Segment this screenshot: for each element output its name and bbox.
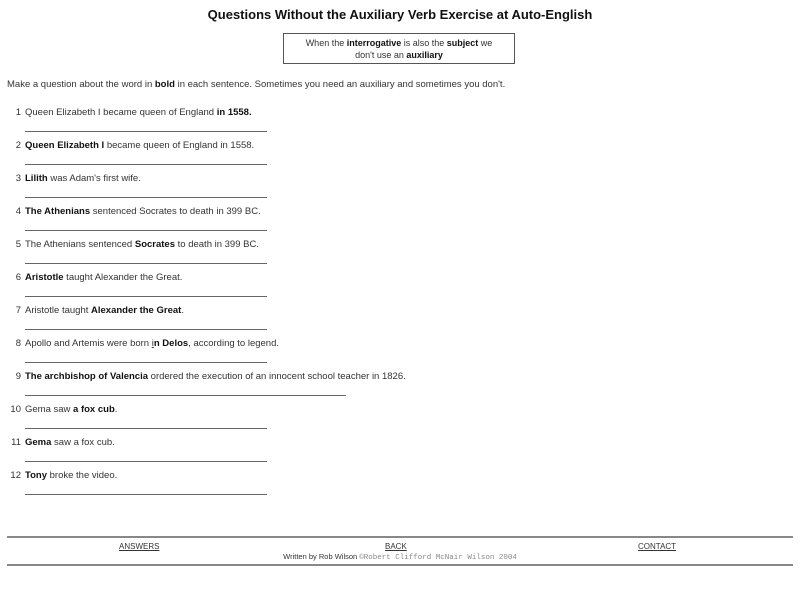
question-text-plain: broke the video. xyxy=(47,470,118,481)
answer-line[interactable] xyxy=(25,263,267,264)
question-text-bold: Gema xyxy=(25,437,52,448)
question-text-plain: . xyxy=(181,305,184,316)
question-text-bold: Socrates xyxy=(134,239,175,250)
answer-line[interactable] xyxy=(25,362,267,363)
question-text-plain: Aristotle taught xyxy=(25,305,92,316)
question-number: 4 xyxy=(15,206,21,217)
question-text-plain: taught Alexander the Great. xyxy=(63,272,183,283)
question-text-bold: The Athenians xyxy=(25,206,91,217)
credit-line xyxy=(0,552,800,562)
answer-line[interactable] xyxy=(25,428,267,429)
back-link[interactable]: BACK xyxy=(385,542,407,551)
question-number: 2 xyxy=(15,140,21,151)
question-text-bold: The archbishop of Valencia xyxy=(25,371,149,382)
question-number: 12 xyxy=(10,470,21,481)
question-text xyxy=(25,371,406,382)
instructions-bold: bold xyxy=(154,79,175,90)
question-text xyxy=(25,404,117,415)
answer-line[interactable] xyxy=(25,329,267,330)
question-text-bold: Alexander the Great xyxy=(91,305,182,316)
footer-top-rule xyxy=(7,536,793,538)
note-bold: auxiliary xyxy=(406,50,443,60)
answer-line[interactable] xyxy=(25,131,267,132)
question-number: 9 xyxy=(15,371,21,382)
note-text: When the xyxy=(305,38,347,48)
answer-line[interactable] xyxy=(25,395,346,396)
question-number: 3 xyxy=(15,173,21,184)
question-number: 6 xyxy=(15,272,21,283)
question-text-underlined: i xyxy=(151,338,154,349)
question-text xyxy=(25,470,117,481)
question-text-bold: Queen Elizabeth I xyxy=(25,140,105,151)
author-text: Written by Rob Wilson xyxy=(283,552,360,561)
question-text-plain: saw a fox cub. xyxy=(51,437,115,448)
question-number: 7 xyxy=(15,305,21,316)
question-text-bold: n Delos xyxy=(153,338,189,349)
instructions-text: Make a question about the word in xyxy=(7,79,155,90)
contact-link[interactable]: CONTACT xyxy=(638,542,677,551)
note-text: we xyxy=(478,38,493,48)
instructions-text: in each sentence. Sometimes you need an auxiliary and sometimes you don't. xyxy=(174,79,506,90)
answer-line[interactable] xyxy=(25,461,267,462)
note-bold: subject xyxy=(446,38,479,48)
note-text: don't use an xyxy=(355,50,407,60)
question-text-plain: ordered the execution of an innocent school teacher in 1826. xyxy=(148,371,406,382)
question-number: 10 xyxy=(10,404,21,415)
question-text-plain: Apollo and Artemis were born xyxy=(25,338,152,349)
answer-line[interactable] xyxy=(25,494,267,495)
question-text xyxy=(25,239,259,250)
question-text xyxy=(25,437,115,448)
page-title: Questions Without the Auxiliary Verb Exercise at Auto-English xyxy=(207,7,593,22)
question-text-plain: was Adam's first wife. xyxy=(47,173,141,184)
question-text-plain: to death in 399 BC. xyxy=(175,239,259,250)
question-text xyxy=(25,305,184,316)
question-text xyxy=(25,140,254,151)
question-number: 5 xyxy=(15,239,21,250)
question-text xyxy=(25,338,279,349)
note-bold: interrogative xyxy=(346,38,402,48)
question-text xyxy=(25,272,182,283)
question-number: 1 xyxy=(15,107,21,118)
question-text-plain: Queen Elizabeth I became queen of England xyxy=(25,107,217,118)
answer-line[interactable] xyxy=(25,197,267,198)
answer-line[interactable] xyxy=(25,230,267,231)
footer-bottom-rule xyxy=(7,564,793,566)
question-text-bold: in 1558. xyxy=(216,107,252,118)
answer-line[interactable] xyxy=(25,164,267,165)
question-text-bold: Tony xyxy=(25,470,47,481)
answers-link[interactable]: ANSWERS xyxy=(119,542,160,551)
question-text-plain: , according to legend. xyxy=(188,338,280,349)
question-text-bold: Lilith xyxy=(25,173,48,184)
copyright-text: ©Robert Clifford McNair Wilson 2004 xyxy=(359,554,517,562)
question-text-plain: The Athenians sentenced xyxy=(25,239,135,250)
question-text-bold: Aristotle xyxy=(25,272,64,283)
answer-line[interactable] xyxy=(25,296,267,297)
question-text xyxy=(25,206,261,217)
question-number: 11 xyxy=(11,437,21,448)
question-text-plain: sentenced Socrates to death in 399 BC. xyxy=(90,206,261,217)
question-number: 8 xyxy=(15,338,21,349)
question-text-plain: . xyxy=(114,404,118,415)
note-text: is also the xyxy=(401,38,447,48)
note-box xyxy=(283,33,515,64)
question-text-bold: a fox cub xyxy=(73,404,115,415)
question-text xyxy=(25,107,252,118)
question-text xyxy=(25,173,141,184)
question-text-plain: became queen of England in 1558. xyxy=(104,140,255,151)
instructions xyxy=(7,79,505,90)
question-text-plain: Gema saw xyxy=(25,404,74,415)
